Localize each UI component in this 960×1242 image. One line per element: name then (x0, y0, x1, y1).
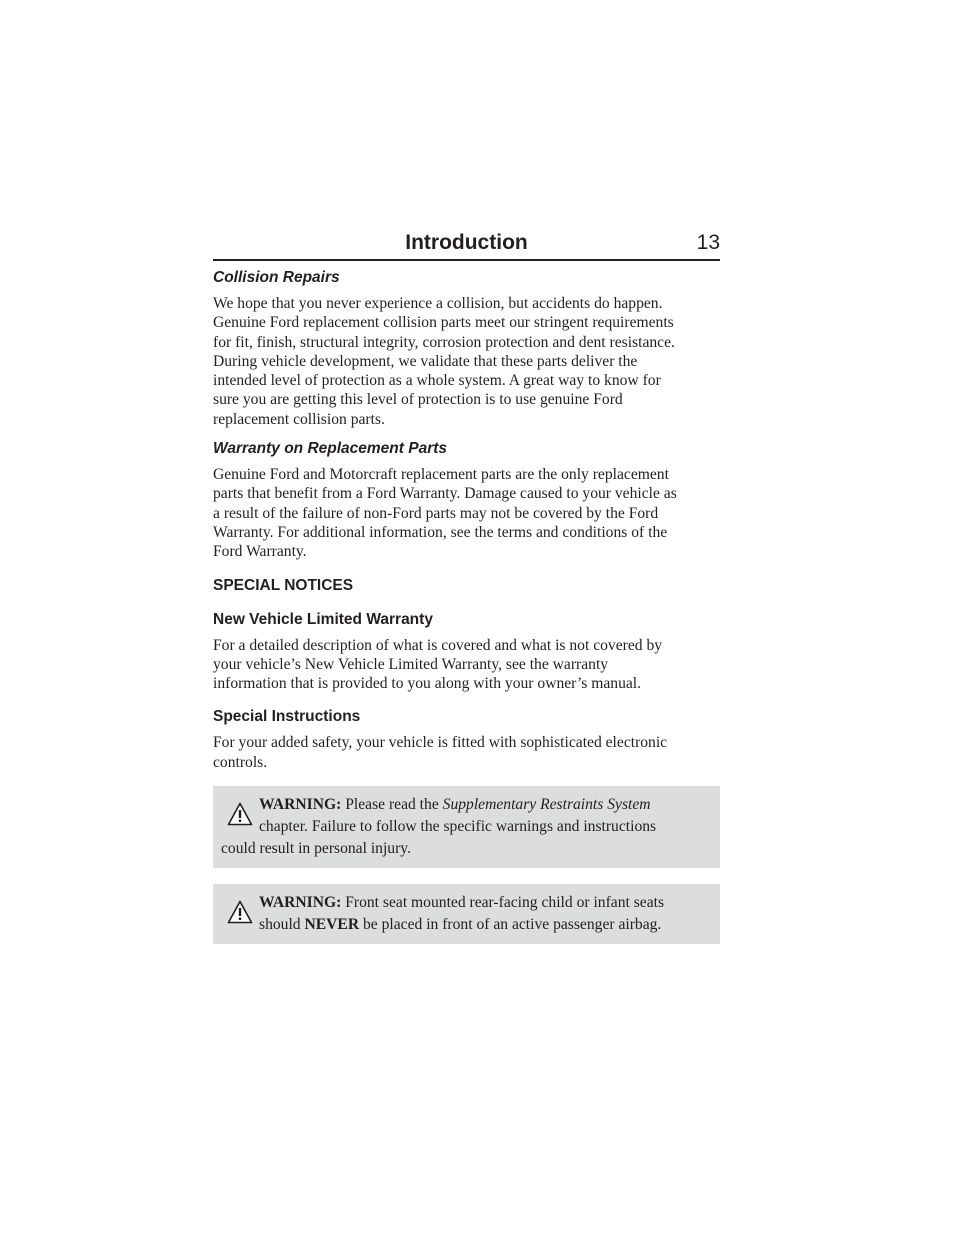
warning-line: chapter. Failure to follow the specific warnings and instructions (259, 818, 657, 836)
warning-line (259, 914, 712, 936)
warning-text: should (259, 916, 301, 934)
warning-text: Front seat mounted rear-facing child or infant seats (345, 894, 665, 912)
page-content (213, 268, 723, 944)
warning-triangle-icon (227, 900, 253, 924)
warning-line (259, 892, 712, 914)
warning-label: WARNING: (259, 894, 342, 912)
page-number: 13 (696, 231, 720, 254)
warning-line (259, 794, 712, 816)
new-vehicle-warranty-body: For a detailed description of what is covered and what is not covered by your vehicle’s New Vehicle Limited Warranty, see the warranty information that is provided to you along with your owner’s manual. (213, 636, 663, 693)
chapter-reference: Supplementary Restraints System (442, 796, 651, 814)
collision-heading: Collision Repairs (213, 269, 340, 286)
page-header (213, 228, 720, 261)
warning-box-child-seat (213, 884, 720, 944)
warning-text: Please read the (345, 796, 439, 814)
warning-label: WARNING: (259, 796, 342, 814)
warning-box-restraints (213, 786, 720, 868)
warranty-parts-body: Genuine Ford and Motorcraft replacement parts are the only replacement parts that benefit from a Ford Warranty. Damage caused to your vehicle as a result of the failure of non-Ford parts may not be covered by the Ford Warranty. For additional information, see the terms and conditions of the Ford Warranty. (213, 466, 677, 561)
warranty-parts-heading: Warranty on Replacement Parts (213, 440, 448, 458)
special-notices-heading: SPECIAL NOTICES (213, 576, 354, 594)
special-instructions-heading: Special Instructions (213, 708, 361, 726)
collision-body: We hope that you never experience a collision, but accidents do happen. Genuine Ford replacement collision parts meet our stringent requirements for fit, finish, structural integrity, corrosion protection and dent resistance. During vehicle development, we validate that these parts deliver the intended level of protection as a whole system. A great way to know for sure you are getting this level of protection is to use genuine Ford replacement collision parts. (213, 295, 675, 428)
page-title: Introduction (405, 231, 528, 254)
warning-emphasis: NEVER (304, 916, 360, 934)
warning-text: be placed in front of an active passenger airbag. (363, 916, 662, 934)
warning-triangle-icon (227, 802, 253, 826)
warning-line: could result in personal injury. (221, 840, 411, 858)
new-vehicle-warranty-heading: New Vehicle Limited Warranty (213, 610, 433, 628)
special-instructions-body: For your added safety, your vehicle is fitted with sophisticated electronic controls. (213, 734, 668, 771)
